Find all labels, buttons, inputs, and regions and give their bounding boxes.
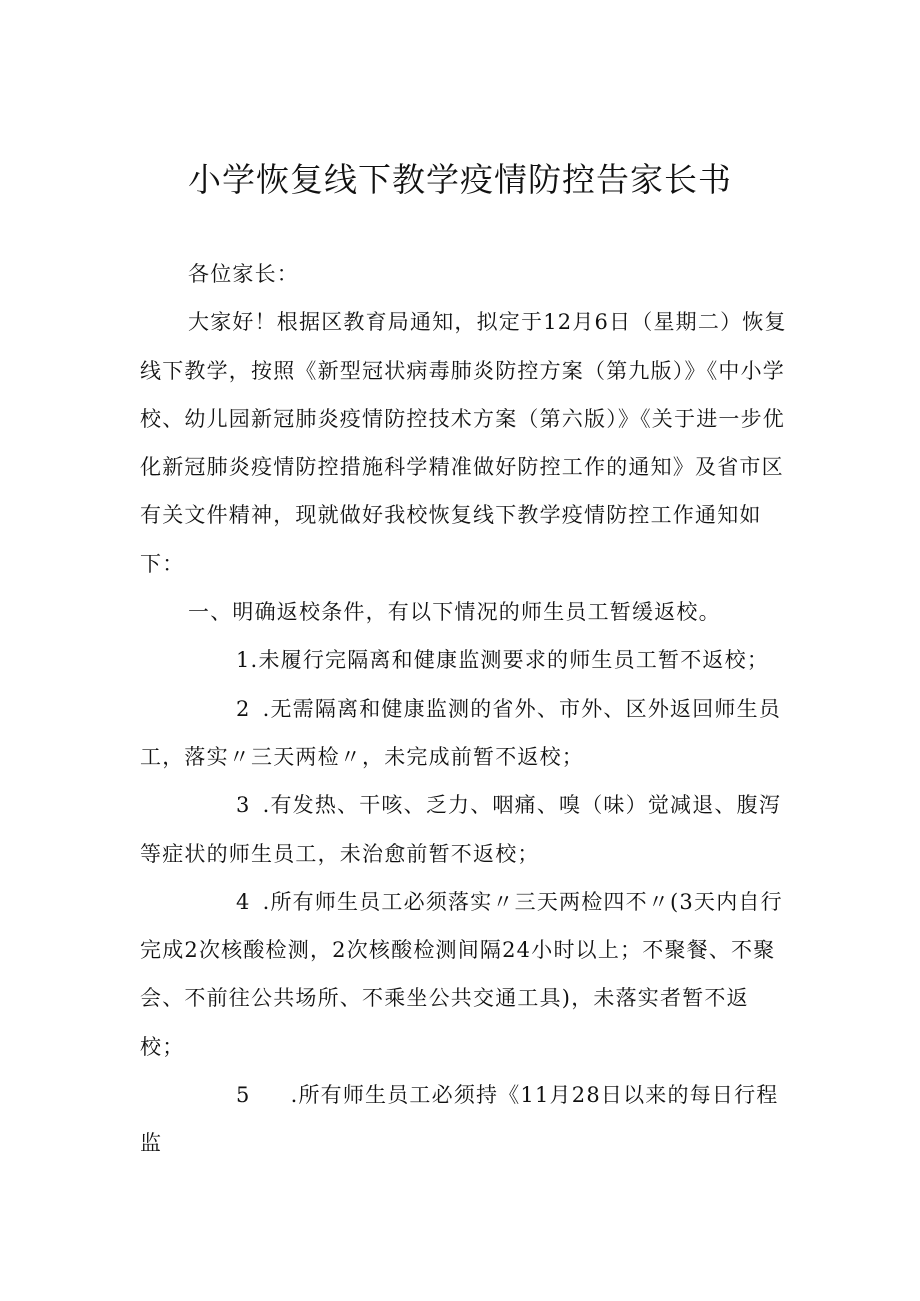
list-item-3 bbox=[140, 781, 790, 878]
list-item-1 bbox=[140, 636, 790, 684]
greeting: 各位家长： bbox=[188, 262, 299, 286]
item-text: .有发热、干咳、乏力、咽痛、嗅（味）觉减退、腹泻等症状的师生员工，未治愈前暂不返校； bbox=[140, 793, 782, 866]
item-number: 4 bbox=[236, 889, 251, 914]
list-item-5 bbox=[140, 1071, 790, 1168]
item-number: 5 bbox=[236, 1083, 251, 1108]
item-number: 3 bbox=[236, 793, 251, 818]
item-text: .所有师生员工必须落实〃三天两检四不〃(3天内自行完成2次核酸检测，2次核酸检测间隔24小时以上；不聚餐、不聚会、不前往公共场所、不乘坐公共交通工具)，未落实者暂不返校； bbox=[140, 889, 783, 1059]
list-item-4 bbox=[140, 878, 790, 1071]
item-text: .无需隔离和健康监测的省外、市外、区外返回师生员工，落实〃三天两检〃，未完成前暂不返校； bbox=[140, 696, 782, 769]
item-text: .所有师生员工必须持《11月28日以来的每日行程监 bbox=[140, 1083, 779, 1156]
item-number: 1. bbox=[236, 648, 259, 673]
section-heading: 一、明确返校条件，有以下情况的师生员工暂缓返校。 bbox=[188, 600, 721, 625]
list-item-2 bbox=[140, 685, 790, 782]
document-body bbox=[140, 250, 790, 1168]
item-number: 2 bbox=[236, 696, 251, 721]
intro-paragraph: 大家好！根据区教育局通知，拟定于12月6日（星期二）恢复线下教学，按照《新型冠状病毒肺炎防控方案（第九版）》《中小学校、幼儿园新冠肺炎疫情防控技术方案（第六版）》《关于进一步优化新冠肺炎疫情防控措施科学精准做好防控工作的通知》及省市区有关文件精神，现就做好我校恢复线下教学疫情防控工作通知如下： bbox=[140, 310, 787, 576]
item-text: 未履行完隔离和健康监测要求的师生员工暂不返校； bbox=[258, 648, 770, 673]
document-title: 小学恢复线下教学疫情防控告家长书 bbox=[188, 160, 732, 199]
